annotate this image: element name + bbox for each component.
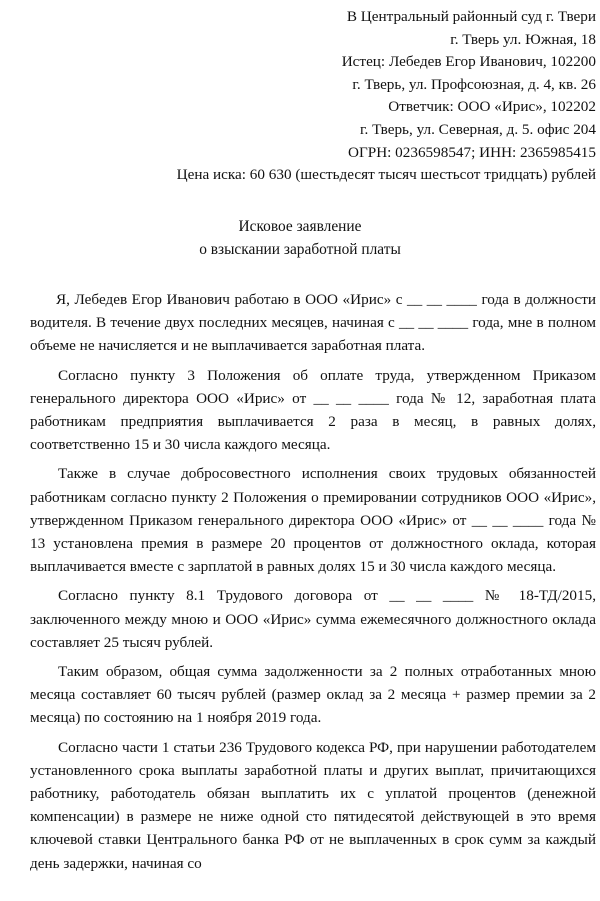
court-address: г. Тверь ул. Южная, 18 [450,30,596,48]
paragraph-4: Согласно пункту 8.1 Трудового договора от __ __ ____ № 18-ТД/2015, заключенного между мною и ООО «Ирис» сумма ежемесячного должностного оклада составляет 25 тысяч рублей. [30,587,596,651]
document-title [0,215,600,261]
title-line-2: о взыскании заработной платы [199,241,401,258]
claim-amount: Цена иска: 60 630 (шестьдесят тысяч шестьсот тридцать) рублей [176,166,596,184]
plaintiff-address: г. Тверь, ул. Профсоюзная, д. 4, кв. 26 [352,75,596,93]
paragraph-6: Согласно части 1 статьи 236 Трудового кодекса РФ, при нарушении работодателем установленного срока выплаты заработной платы и других выплат, причитающихся работнику, работодатель обязан выплатить их с уплатой процентов (денежной компенсации) в размере не ниже одной сто пятидесятой действующей в это время ключевой ставки Центрального банка РФ от не выплаченных в срок сумм за каждый день задержки, начиная со [30,738,596,872]
defendant-address: г. Тверь, ул. Северная, д. 5. офис 204 [360,120,596,138]
title-line-1: Исковое заявление [238,218,362,235]
paragraph-3: Также в случае добросовестного исполнения своих трудовых обязанностей работникам согласно пункту 2 Положения о премировании сотрудников ООО «Ирис», утвержденном Приказом генерального директора ООО «Ирис» от __ __ ____ года № 13 установлена премия в размере 20 процентов от должностного оклада, которая выплачивается вместе с зарплатой в равных долях 15 и 30 числа каждого месяца. [30,465,596,576]
plaintiff-name: Истец: Лебедев Егор Иванович, 102200 [341,53,596,71]
document-header [177,6,596,187]
paragraph-2: Согласно пункту 3 Положения об оплате труда, утвержденном Приказом генерального директора ООО «Ирис» от __ __ ____ года № 12, заработная плата работникам предприятия выплачивается 2 раза в месяц, в равных долях, соответственно 15 и 30 числа каждого месяца. [30,366,596,454]
defendant-registration: ОГРН: 0236598547; ИНН: 2365985415 [348,143,596,161]
paragraph-1: Я, Лебедев Егор Иванович работаю в ООО «Ирис» с __ __ ____ года в должности водителя. В течение двух последних месяцев, начиная с __ __ ____ года, мне в полном объеме не начисляется и не выплачивается заработная плата. [30,291,596,355]
document-body [30,288,596,881]
court-name: В Центральный районный суд г. Твери [346,8,596,25]
defendant-name: Ответчик: ООО «Ирис», 102202 [388,98,596,116]
paragraph-5: Таким образом, общая сумма задолженности за 2 полных отработанных мною месяца составляет 60 тысяч рублей (размер оклад за 2 месяца + размер премии за 2 месяца) по состоянию на 1 ноября 2019 года. [30,663,596,727]
